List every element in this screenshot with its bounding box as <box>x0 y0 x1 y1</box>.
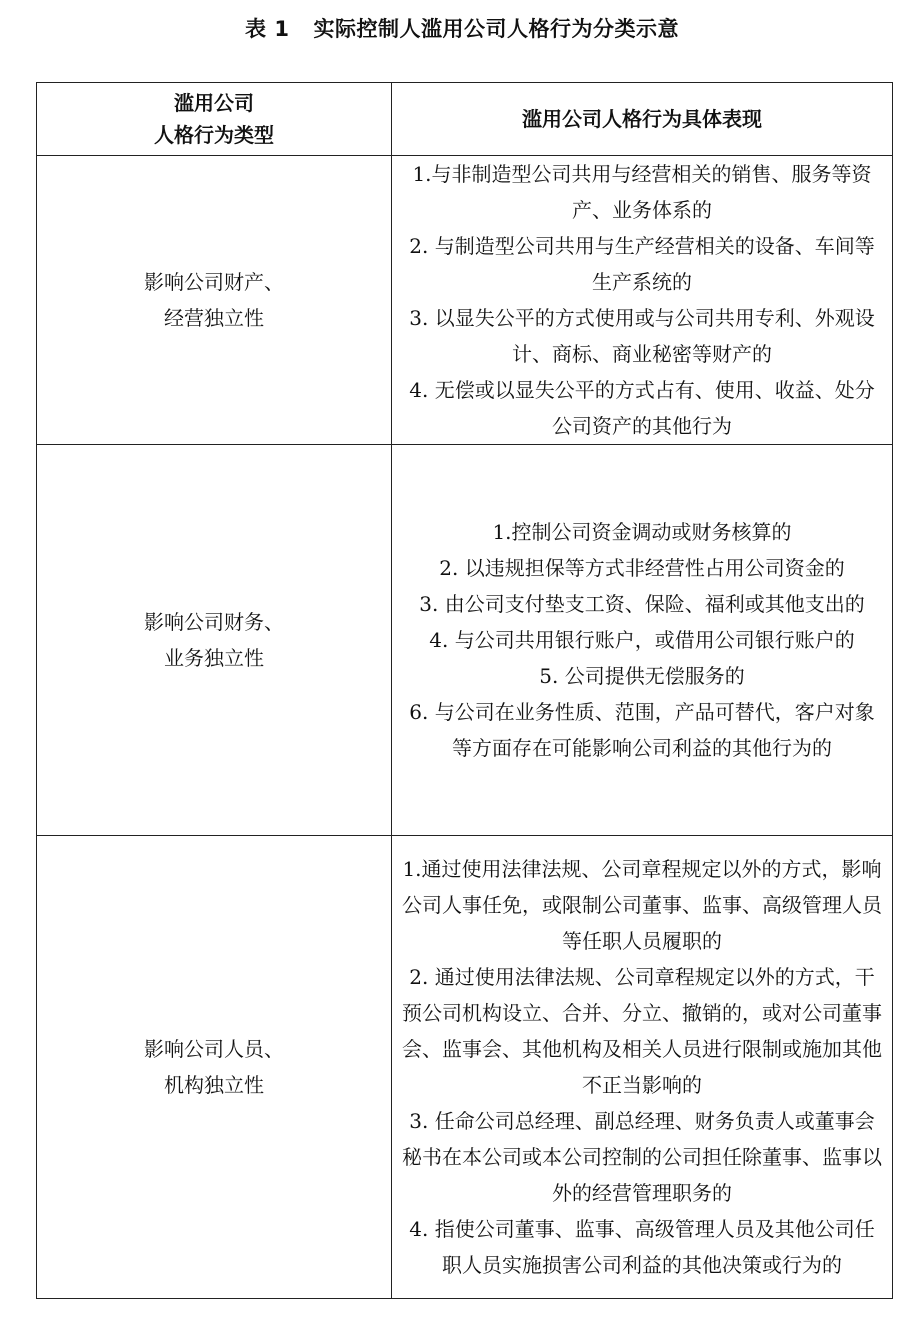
header-type-line1: 滥用公司 <box>174 91 254 115</box>
header-type-line2: 人格行为类型 <box>154 123 274 147</box>
header-behavior-detail: 滥用公司人格行为具体表现 <box>392 83 893 156</box>
behavior-type-line1: 影响公司人员、 <box>144 1037 284 1061</box>
behavior-type-cell <box>37 156 392 445</box>
detail-item: 4. 无偿或以显失公平的方式占有、使用、收益、处分公司资产的其他行为 <box>409 378 875 438</box>
behavior-type-line2: 机构独立性 <box>164 1073 264 1097</box>
detail-item: 6. 与公司在业务性质、范围，产品可替代，客户对象等方面存在可能影响公司利益的其他行为的 <box>409 700 875 760</box>
table-title: 实际控制人滥用公司人格行为分类示意 <box>313 17 679 41</box>
table-row <box>37 156 893 445</box>
detail-item: 4. 与公司共用银行账户，或借用公司银行账户的 <box>429 628 855 652</box>
behavior-detail-cell <box>392 445 893 836</box>
behavior-detail-cell <box>392 836 893 1299</box>
table-caption <box>0 14 924 44</box>
behavior-type-cell <box>37 445 392 836</box>
behavior-type-line2: 业务独立性 <box>164 646 264 670</box>
detail-item: 5. 公司提供无偿服务的 <box>539 664 745 688</box>
detail-item: 1.通过使用法律法规、公司章程规定以外的方式，影响公司人事任免，或限制公司董事、监事、高级管理人员等任职人员履职的 <box>402 857 882 953</box>
table-number: 表 1 <box>245 17 290 41</box>
behavior-detail-cell <box>392 156 893 445</box>
table-row <box>37 836 893 1299</box>
behavior-type-cell <box>37 836 392 1299</box>
detail-item: 4. 指使公司董事、监事、高级管理人员及其他公司任职人员实施损害公司利益的其他决策或行为的 <box>409 1217 875 1277</box>
header-behavior-type <box>37 83 392 156</box>
detail-item: 3. 由公司支付垫支工资、保险、福利或其他支出的 <box>419 592 865 616</box>
detail-item: 2. 通过使用法律法规、公司章程规定以外的方式，干预公司机构设立、合并、分立、撤销的，或对公司董事会、监事会、其他机构及相关人员进行限制或施加其他不正当影响的 <box>402 965 882 1097</box>
header-row <box>37 83 893 156</box>
behavior-type-line1: 影响公司财务、 <box>144 610 284 634</box>
detail-item: 2. 与制造型公司共用与生产经营相关的设备、车间等生产系统的 <box>409 234 875 294</box>
detail-item: 3. 任命公司总经理、副总经理、财务负责人或董事会秘书在本公司或本公司控制的公司担任除董事、监事以外的经营管理职务的 <box>402 1109 882 1205</box>
classification-table <box>36 82 893 1299</box>
detail-item: 1.与非制造型公司共用与经营相关的销售、服务等资产、业务体系的 <box>412 162 872 222</box>
behavior-type-line1: 影响公司财产、 <box>144 270 284 294</box>
behavior-type-line2: 经营独立性 <box>164 306 264 330</box>
table-row <box>37 445 893 836</box>
detail-item: 2. 以违规担保等方式非经营性占用公司资金的 <box>439 556 845 580</box>
detail-item: 1.控制公司资金调动或财务核算的 <box>492 520 792 544</box>
detail-item: 3. 以显失公平的方式使用或与公司共用专利、外观设计、商标、商业秘密等财产的 <box>409 306 875 366</box>
